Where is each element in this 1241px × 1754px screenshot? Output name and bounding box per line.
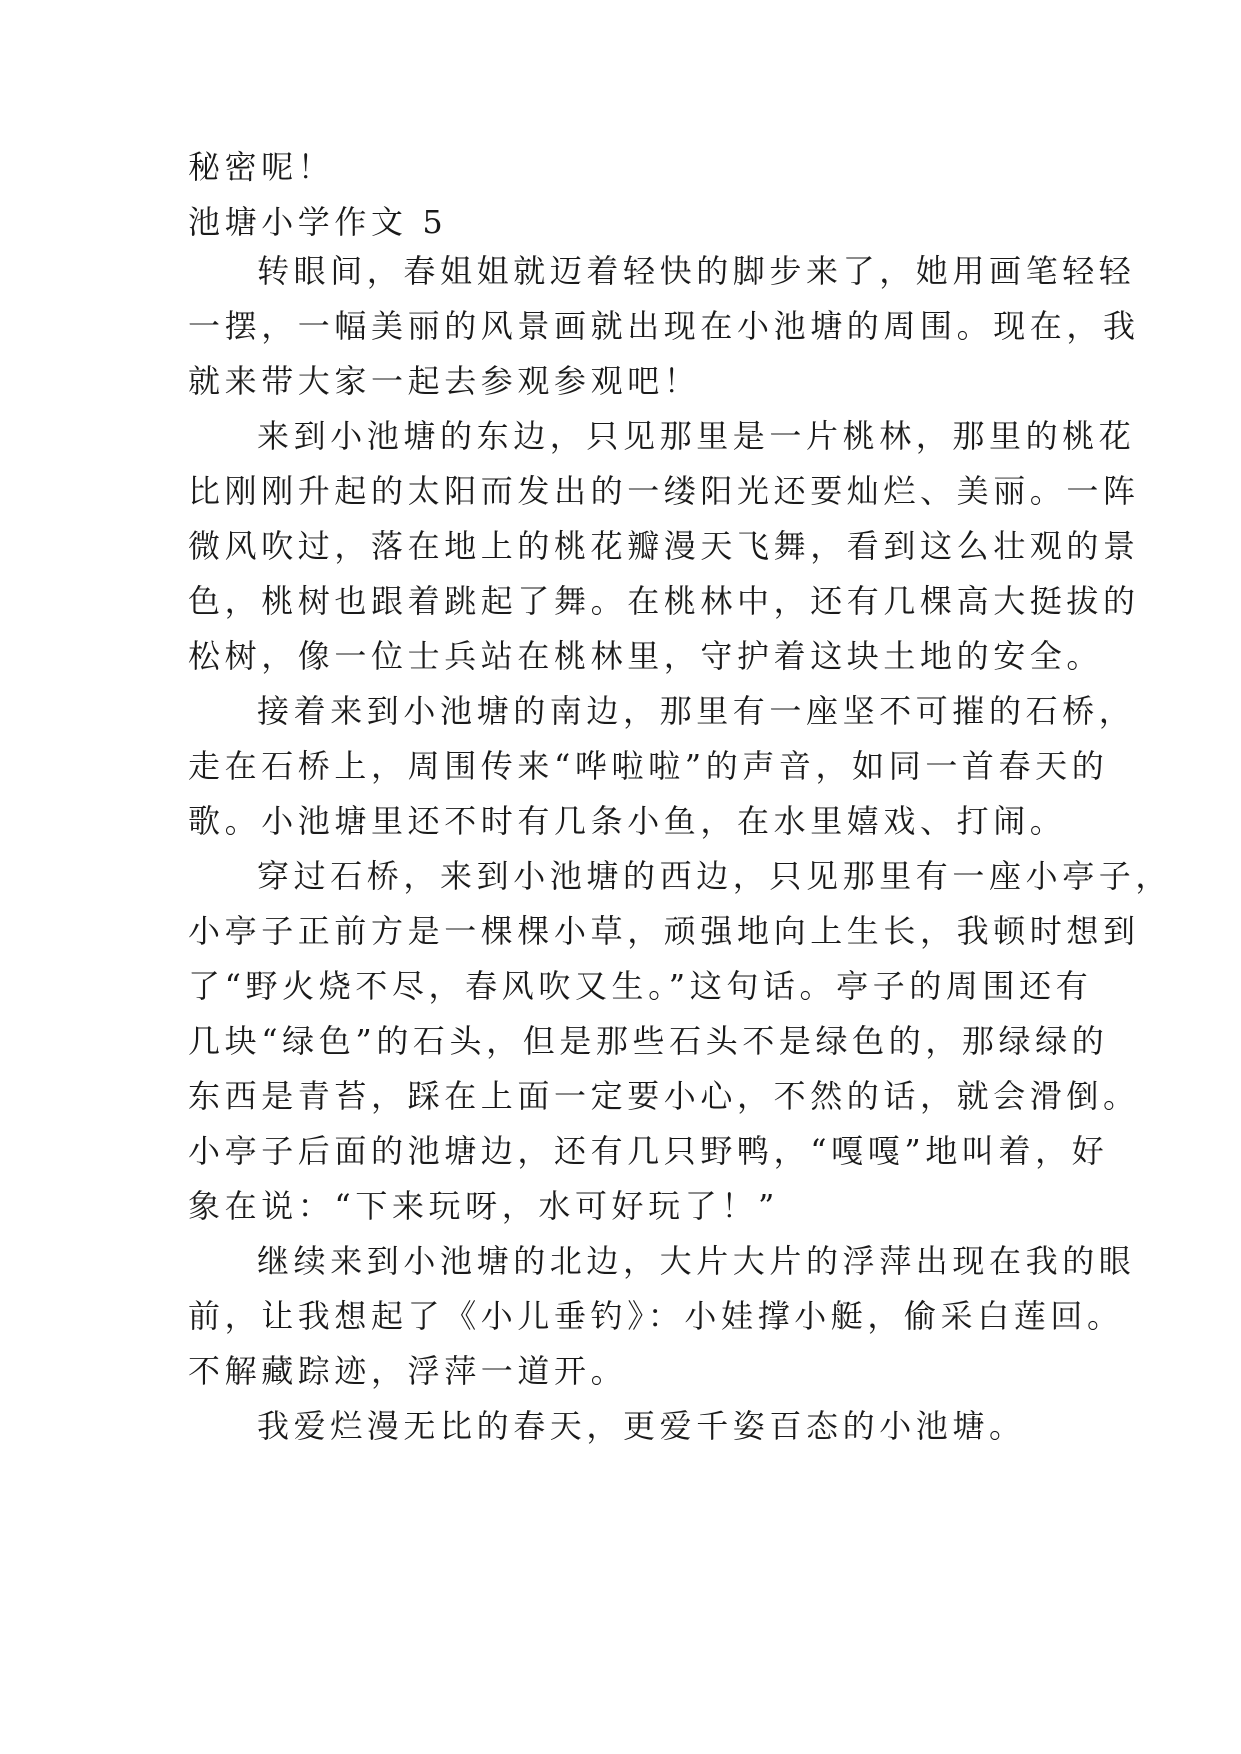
text-line: 东西是青苔，踩在上面一定要小心，不然的话，就会滑倒。 xyxy=(188,1077,1140,1115)
text-line: 微风吹过，落在地上的桃花瓣漫天飞舞，看到这么壮观的景 xyxy=(188,527,1140,565)
text-line: 不解藏踪迹，浮萍一道开。 xyxy=(188,1352,628,1390)
text-line: 一摆，一幅美丽的风景画就出现在小池塘的周围。现在，我 xyxy=(188,307,1140,345)
text-line: 色，桃树也跟着跳起了舞。在桃林中，还有几棵高大挺拔的 xyxy=(188,582,1140,620)
text-line: 小亭子后面的池塘边，还有几只野鸭，“嘎嘎”地叫着，好 xyxy=(188,1132,1109,1170)
text-line: 就来带大家一起去参观参观吧！ xyxy=(188,362,701,400)
text-line: 穿过石桥，来到小池塘的西边，只见那里有一座小亭子， xyxy=(257,857,1173,895)
text-line: 小亭子正前方是一棵棵小草，顽强地向上生长，我顿时想到 xyxy=(188,912,1140,950)
text-line: 转眼间，春姐姐就迈着轻快的脚步来了，她用画笔轻轻 xyxy=(257,252,1136,290)
text-line: 比刚刚升起的太阳而发出的一缕阳光还要灿烂、美丽。一阵 xyxy=(188,472,1140,510)
text-line: 松树，像一位士兵站在桃林里，守护着这块土地的安全。 xyxy=(188,637,1104,675)
text-line: 接着来到小池塘的南边，那里有一座坚不可摧的石桥， xyxy=(257,692,1136,730)
text-line: 走在石桥上，周围传来“哗啦啦”的声音，如同一首春天的 xyxy=(188,747,1109,785)
text-line: 来到小池塘的东边，只见那里是一片桃林，那里的桃花 xyxy=(257,417,1136,455)
text-line: 前，让我想起了《小儿垂钓》：小娃撑小艇，偷采白莲回。 xyxy=(188,1297,1124,1335)
text-line: 继续来到小池塘的北边，大片大片的浮萍出现在我的眼 xyxy=(257,1242,1136,1280)
text-line: 歌。小池塘里还不时有几条小鱼，在水里嬉戏、打闹。 xyxy=(188,802,1067,840)
text-line: 秘密呢！ xyxy=(188,148,335,186)
text-line: 几块“绿色”的石头，但是那些石头不是绿色的，那绿绿的 xyxy=(188,1022,1109,1060)
text-line: 我爱烂漫无比的春天，更爱千姿百态的小池塘。 xyxy=(257,1407,1026,1445)
text-line: 象在说：“下来玩呀，水可好玩了！” xyxy=(188,1187,779,1225)
text-line: 了“野火烧不尽，春风吹又生。”这句话。亭子的周围还有 xyxy=(188,967,1093,1005)
section-title: 池塘小学作文 5 xyxy=(188,203,448,241)
